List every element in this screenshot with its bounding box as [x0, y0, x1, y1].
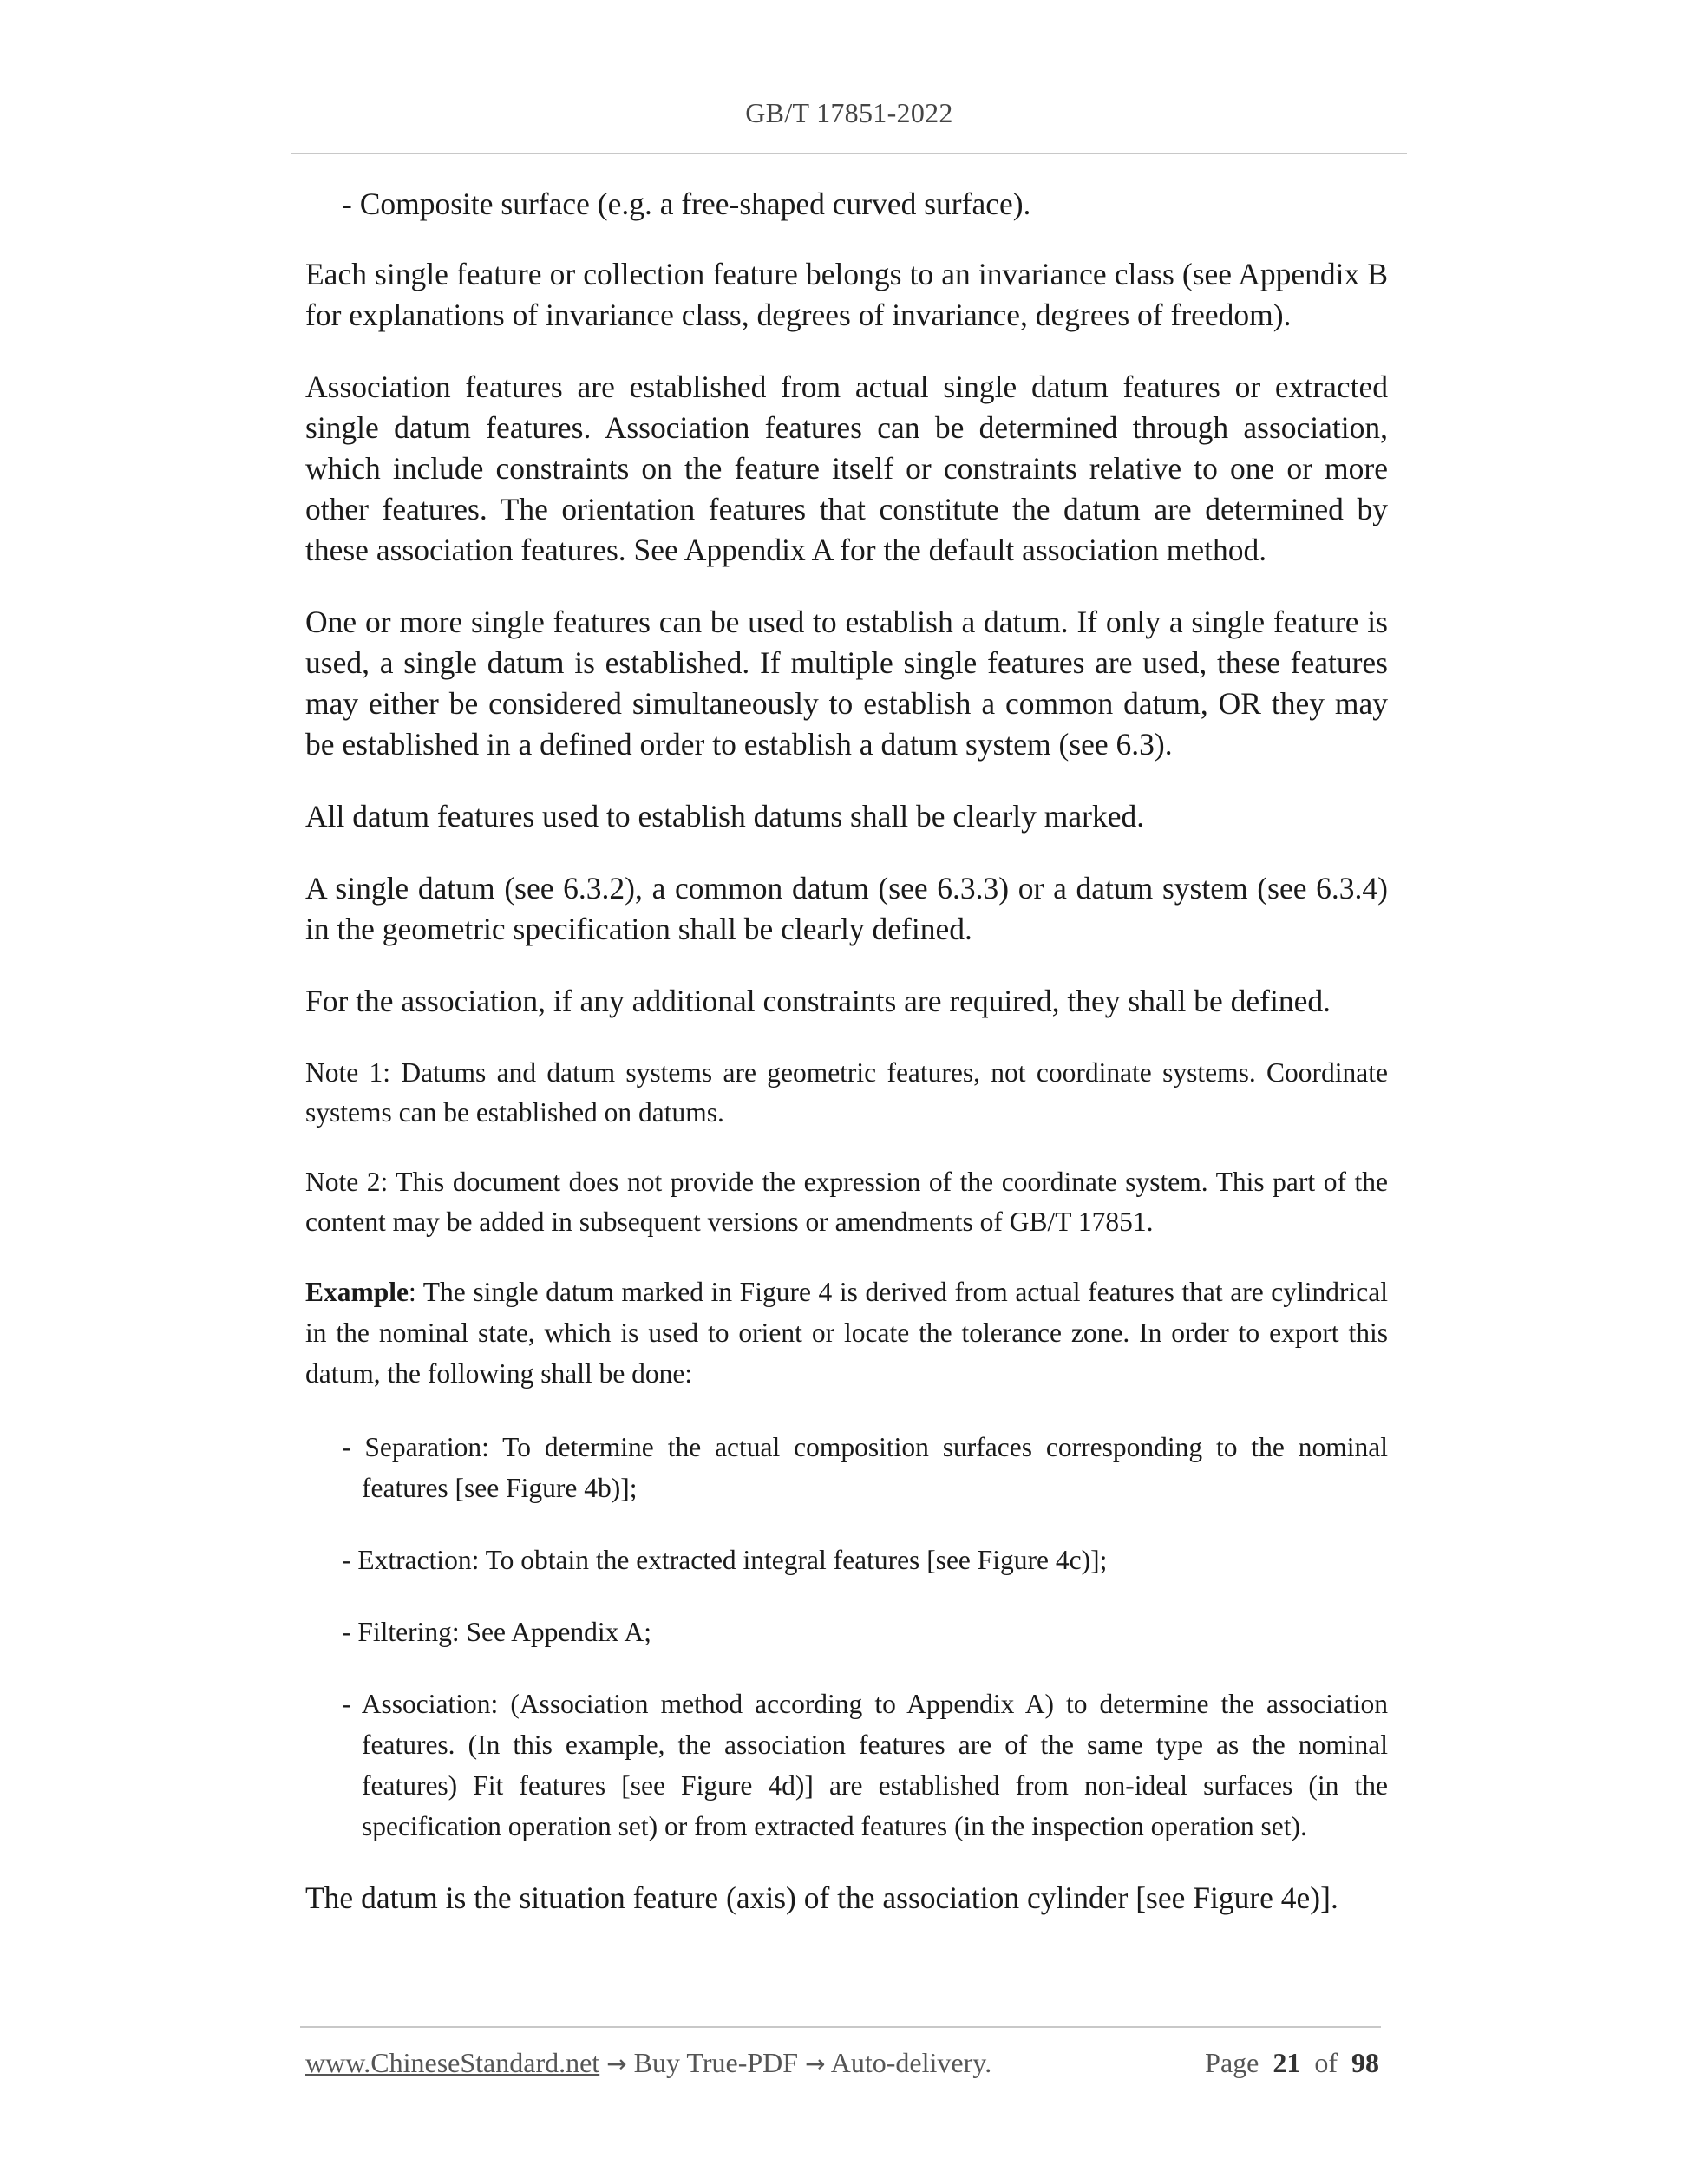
right-arrow-icon: → — [606, 2050, 627, 2078]
list-item-composite-surface: - Composite surface (e.g. a free-shaped curved surface). — [342, 186, 1031, 221]
paragraph-datum-definition: A single datum (see 6.3.2), a common datum (see 6.3.3) or a datum system (see 6.3.4) in the geometric specification shall be clearly defined. — [305, 871, 1388, 946]
page-content — [305, 184, 1388, 1950]
footer-divider — [300, 2026, 1381, 2028]
step-separation: - Separation: To determine the actual composition surfaces corresponding to the nominal features [see Figure 4b)]; — [342, 1432, 1388, 1503]
step-filtering: - Filtering: See Appendix A; — [342, 1617, 651, 1647]
step-extraction: - Extraction: To obtain the extracted integral features [see Figure 4c)]; — [342, 1545, 1108, 1575]
of-label: of — [1314, 2047, 1338, 2078]
current-page: 21 — [1273, 2047, 1301, 2078]
paragraph-invariance-class: Each single feature or collection feature belongs to an invariance class (see Appendix B for explanations of invariance class, degrees of invariance, degrees of freedom). — [305, 257, 1388, 332]
total-pages: 98 — [1351, 2047, 1379, 2078]
buy-text: Buy True-PDF — [626, 2047, 806, 2078]
example-paragraph — [305, 1272, 1388, 1394]
site-link[interactable]: www.ChineseStandard.net — [305, 2047, 600, 2078]
paragraph-datum-marking: All datum features used to establish datums shall be clearly marked. — [305, 799, 1145, 834]
header-divider — [291, 153, 1407, 154]
example-text: : The single datum marked in Figure 4 is derived from actual features that are cylindrical in the nominal state, which is used to orient or locate the tolerance zone. In order to export this datum, the following shall be done: — [305, 1277, 1388, 1389]
page-label: Page — [1205, 2047, 1259, 2078]
document-header-title: GB/T 17851-2022 — [745, 97, 953, 128]
paragraph-association-features: Association features are established from actual single datum features or extracted single datum features. Association features can be determined through association, which include constraints on the feature itself or constraints relative to one or more other features. The orientation features that constitute the datum are determined by these association features. See Appendix A for the default association method. — [305, 369, 1388, 567]
page-number — [1205, 2047, 1379, 2079]
right-arrow-icon: → — [805, 2050, 826, 2078]
delivery-text: Auto-delivery. — [825, 2047, 992, 2078]
paragraph-single-features: One or more single features can be used to establish a datum. If only a single feature is used, a single datum is established. If multiple single features are used, these features may either be considered simultaneously to establish a common datum, OR they may be established in a defined order to establish a datum system (see 6.3). — [305, 605, 1388, 762]
footer-promo — [305, 2047, 991, 2079]
step-association: - Association: (Association method according to Appendix A) to determine the association features. (In this example, the association features are of the same type as the nominal features) Fit features [see Figure 4d)] are established from non-ideal surfaces (in the specification operation set) or from extracted features (in the inspection operation set). — [342, 1689, 1388, 1841]
note-2: Note 2: This document does not provide the expression of the coordinate system. This part of the content may be added in subsequent versions or amendments of GB/T 17851. — [305, 1167, 1388, 1237]
page-footer — [305, 2047, 1381, 2089]
paragraph-additional-constraints: For the association, if any additional constraints are required, they shall be defined. — [305, 984, 1331, 1018]
note-1: Note 1: Datums and datum systems are geometric features, not coordinate systems. Coordinate systems can be established on datums. — [305, 1057, 1388, 1128]
example-label: Example — [305, 1277, 409, 1307]
paragraph-closing-datum: The datum is the situation feature (axis) of the association cylinder [see Figure 4e)]. — [305, 1880, 1338, 1915]
